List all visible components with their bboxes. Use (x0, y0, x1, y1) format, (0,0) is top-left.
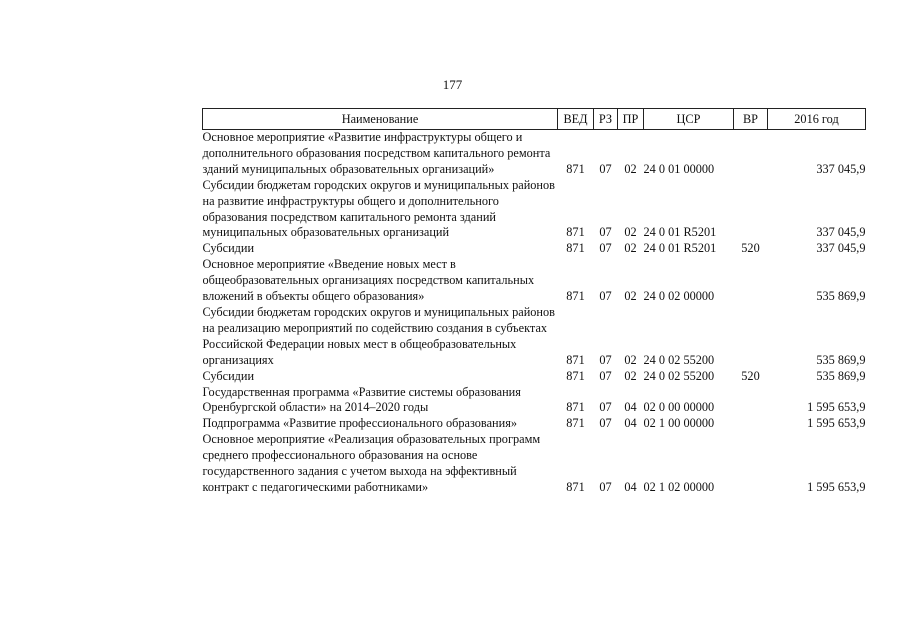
row-pr: 02 (624, 241, 637, 256)
row-name: Субсидии бюджетам городских округов и муниципальных районов на развитие инфраструктуры общего и дополнительного образования посредством капитального ремонта зданий муниципальных образовательных организаций (202, 177, 555, 240)
row-csr: 24 0 01 00000 (643, 161, 715, 176)
table-row (203, 385, 866, 417)
row-rz: 07 (599, 368, 612, 383)
row-csr: 24 0 01 R5201 (643, 241, 717, 256)
row-sum: 337 045,9 (816, 225, 866, 240)
row-rz: 07 (599, 161, 612, 176)
row-ved: 871 (566, 352, 585, 367)
row-pr: 02 (624, 352, 637, 367)
row-pr: 02 (624, 161, 637, 176)
row-rz: 07 (599, 225, 612, 240)
row-name: Субсидии бюджетам городских округов и муниципальных районов на реализацию мероприятий по содействию создания в субъектах Российской Федерации новых мест в общеобразовательных организациях (202, 304, 555, 367)
row-rz: 07 (599, 479, 612, 494)
row-ved: 871 (566, 416, 585, 431)
row-rz: 07 (599, 352, 612, 367)
header-name: Наименование (203, 109, 558, 130)
header-rz: РЗ (594, 109, 618, 130)
row-name: Основное мероприятие «Развитие инфраструктуры общего и дополнительного образования посредством капитального ремонта зданий муниципальных образовательных организаций» (202, 130, 551, 176)
row-ved: 871 (566, 368, 585, 383)
row-rz: 07 (599, 241, 612, 256)
row-pr: 04 (624, 416, 637, 431)
header-pr: ПР (618, 109, 644, 130)
row-sum: 1 595 653,9 (807, 479, 866, 494)
row-rz: 07 (599, 416, 612, 431)
row-ved: 871 (566, 289, 585, 304)
header-row (203, 109, 866, 130)
row-sum: 535 869,9 (816, 368, 866, 383)
row-name: Основное мероприятие «Реализация образовательных программ среднего профессионального образования на основе государственного задания с учетом выхода на эффективный контракт с педагогическими работниками» (202, 432, 541, 494)
table-row (203, 178, 866, 242)
row-vr: 520 (741, 241, 760, 256)
row-vr: 520 (741, 368, 760, 383)
row-vr (734, 416, 768, 432)
row-rz: 07 (599, 289, 612, 304)
row-vr (734, 305, 768, 369)
row-csr: 02 1 00 00000 (643, 416, 715, 431)
row-sum: 1 595 653,9 (807, 416, 866, 431)
header-vr: ВР (734, 109, 768, 130)
row-ved: 871 (566, 479, 585, 494)
row-vr (734, 385, 768, 417)
table-row (203, 416, 866, 432)
table-row (203, 257, 866, 305)
table-row (203, 305, 866, 369)
row-ved: 871 (566, 161, 585, 176)
budget-table (202, 108, 866, 496)
table-row (203, 432, 866, 496)
row-name: Основное мероприятие «Введение новых мест в общеобразовательных организациях посредством капитальных вложений в объекты общего образования» (202, 257, 535, 304)
row-csr: 24 0 02 55200 (643, 352, 715, 367)
row-ved: 871 (566, 241, 585, 256)
row-name: Подпрограмма «Развитие профессионального образования» (202, 416, 517, 431)
row-pr: 02 (624, 368, 637, 383)
row-sum: 535 869,9 (816, 352, 866, 367)
row-csr: 02 0 00 00000 (643, 400, 715, 415)
header-csr: ЦСР (644, 109, 734, 130)
row-sum: 337 045,9 (816, 241, 866, 256)
row-pr: 04 (624, 479, 637, 494)
row-pr: 04 (624, 400, 637, 415)
row-name: Субсидии (202, 368, 255, 383)
row-sum: 535 869,9 (816, 289, 866, 304)
row-ved: 871 (566, 225, 585, 240)
header-ved: ВЕД (558, 109, 594, 130)
row-name: Субсидии (202, 241, 255, 256)
row-csr: 24 0 02 00000 (643, 289, 715, 304)
row-csr: 02 1 02 00000 (643, 479, 715, 494)
row-sum: 1 595 653,9 (807, 400, 866, 415)
table-row (203, 369, 866, 385)
row-sum: 337 045,9 (816, 161, 866, 176)
row-vr (734, 130, 768, 178)
row-pr: 02 (624, 289, 637, 304)
table-header (203, 109, 866, 130)
page-number: 177 (442, 77, 463, 92)
row-vr (734, 432, 768, 496)
header-sum: 2016 год (768, 109, 866, 130)
row-vr (734, 178, 768, 242)
table-row (203, 241, 866, 257)
row-csr: 24 0 02 55200 (643, 368, 715, 383)
table-body (203, 130, 866, 496)
row-ved: 871 (566, 400, 585, 415)
row-csr: 24 0 01 R5201 (643, 225, 717, 240)
row-name: Государственная программа «Развитие системы образования Оренбургской области» на 2014–2020 годы (202, 384, 521, 415)
row-pr: 02 (624, 225, 637, 240)
row-rz: 07 (599, 400, 612, 415)
row-vr (734, 257, 768, 305)
table-row (203, 130, 866, 178)
